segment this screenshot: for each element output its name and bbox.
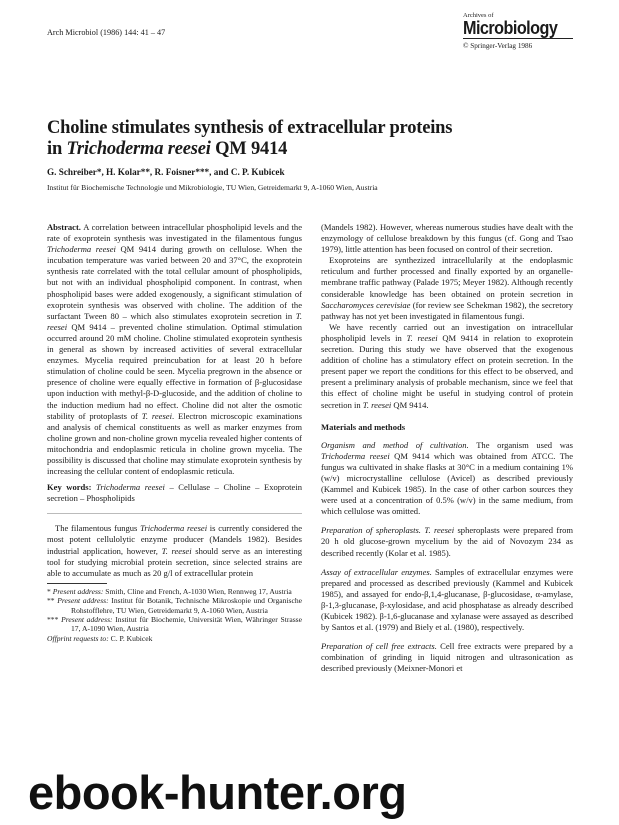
intro-text: should serve as an interesting tool for studying microbial protein secretion, since selected strains are able to accumulate as much as 20 g/l of extracellular protein (47, 545, 302, 578)
intro-paragraph (47, 523, 302, 578)
journal-logo (463, 12, 575, 50)
abstract-italic: T. reesei (141, 410, 172, 421)
left-column (47, 222, 302, 643)
footnotes (47, 587, 302, 643)
watermark-text: ebook-hunter.org (28, 766, 407, 819)
keywords-text: – Cellulase – Choline – Exoprotein secretion – Phospholipids (47, 482, 302, 504)
keywords-italic: Trichoderma reesei (91, 482, 165, 493)
methods-paragraph (321, 440, 573, 518)
abstract-paragraph (47, 222, 302, 477)
methods-text: QM 9414 which was obtained from ATCC. The fungus wa cultivated in shake flasks at 30°C in a medium containing 1% (w/v) microcrystalline cellulose (Avicel) as described previously (Kammel and Kubicek 1985). In the case of other carbon sources they were used at a concentration of 0.5% (w/v) in the same medium, from which cellulose was omitted. (321, 450, 574, 517)
intro-italic: Trichoderma reesei (140, 523, 208, 534)
footnote-3 (47, 615, 302, 634)
footnote-mark: *** (47, 615, 59, 625)
footnote-2 (47, 596, 302, 615)
methods-subheading: Assay of extracellular enzymes. (321, 566, 432, 577)
body-italic: T. reesei (362, 399, 392, 410)
abstract-italic: Trichoderma reesei (47, 244, 116, 255)
intro-text: The filamentous fungus (55, 523, 141, 534)
body-italic: T. reesei (406, 332, 438, 343)
footnote-rule (47, 583, 107, 584)
abstract-text: QM 9414 during growth on cellulose. When the incubation temperature was varied between 20 and 37°C, the exoprotein synthesis rate correlated with the total cellular amount of phospholipids, but not with an individual phospholipid component. In contrast, when phospholipid bases were added exogenously, a significant stimulation of exoprotein synthesis was observed with choline. The addition of the surfactant Tween 80 – which also stimulates exoprotein secretion in (47, 244, 302, 321)
paragraph-gap (321, 559, 573, 567)
abstract-text: . Electron microscopic examinations and analysis of chemical constituents as well as marker enzymes from choline grown and non-choline grown mycelia revealed higher contents of mitochondria and endoplasmic reticula in choline grown mycelia. The possibility is discussed that choline may stimulate exoprotein synthesis by increasing the cellular content of endoplasmic reticula. (47, 410, 302, 477)
offprint-name: C. P. Kubicek (108, 633, 153, 643)
logo-divider (463, 38, 573, 39)
footnote-1 (47, 587, 302, 596)
footnote-label: Present address: (61, 615, 113, 625)
abstract-text: A correlation between intracellular phospholipid levels and the rate of exoprotein synthesis was investigated in the filamentous fungus (47, 222, 302, 244)
paragraph-gap (321, 633, 573, 641)
body-text: We have recently carried out an investigation on intracellular phospholipid levels in (321, 321, 573, 343)
methods-subheading: Preparation of cell free extracts. (321, 641, 437, 652)
title-line-2 (47, 139, 567, 160)
footnote-label: Present address: (57, 596, 109, 606)
methods-italic: T. reesei (420, 525, 455, 536)
body-paragraph (321, 255, 573, 322)
intro-italic: T. reesei (161, 545, 192, 556)
methods-text: The organism used was (468, 439, 573, 450)
abstract-label: Abstract. (47, 222, 81, 232)
keywords-line (47, 482, 302, 504)
footnote-label: Present address: (52, 586, 104, 596)
offprint-requests (47, 634, 302, 643)
body-italic: Saccharomyces cerevisiae (321, 299, 411, 310)
title-organism: Trichoderma reesei (66, 139, 211, 159)
methods-text: Samples of extracellular enzymes were prepared and processed as described previously (Kammel and Kubicek 1985), and assayed for endo-β,1,4-glucanase, β-glucosidase, α-amylase, β-1,3-glucanase, β-xylosidase, and acid phosphatase as already described (Kubicek 1982). β-1,6-glucanase and xylanase were assayed as described by Santos et al. (1979) and Biely et al. (1980), respectively. (321, 566, 573, 633)
logo-subtitle: Archives of (463, 12, 494, 19)
footnote-text: Institut für Biochemie, Universität Wien, Währinger Strasse 17, A-1090 Wien, Austria (71, 615, 302, 634)
methods-heading: Materials and methods (321, 421, 406, 432)
section-divider (47, 513, 302, 514)
footnote-text: Smith, Cline and French, A-1030 Wien, Rennweg 17, Austria (103, 586, 292, 596)
logo-title: Microbiology (463, 18, 558, 38)
footnote-mark: * (47, 586, 51, 596)
body-text: Exoproteins are synthezized intracellularily at the endoplasmic reticulum and further processed and finally exported by an organelle-membrane traffic pathway (Palade 1975; Meyer 1982). Although recently considerable knowledge has been obtained on protein secretion in (321, 255, 573, 299)
footnote-text: Institut für Botanik, Technische Mikroskopie und Organische Rohstofflehre, TU Wien, Getreidemarkt 9, A-1060 Wien, Austria (71, 596, 303, 615)
author-affiliation: Institut für Biochemische Technologie und Mikrobiologie, TU Wien, Getreidemarkt 9, A-1060 Wien, Austria (47, 183, 378, 192)
title-prefix: in (47, 139, 67, 159)
abstract-italic: T. reesei (47, 310, 302, 332)
methods-text: Cell free extracts were prepared by a combination of grinding in liquid nitrogen and ultrasonication as described previously (Meixner-Monori et (321, 641, 573, 674)
title-strain: QM 9414 (210, 139, 288, 159)
intro-text: is currently considered the most potent cellulolytic enzyme producer (Mandels 1982). Besides industrial application, however, (47, 523, 302, 556)
offprint-label: Offprint requests to: (47, 633, 109, 643)
methods-paragraph (321, 567, 573, 634)
paragraph-gap (321, 517, 573, 525)
footnote-mark: ** (47, 596, 55, 606)
author-list: G. Schreiber*, H. Kolar**, R. Foisner***, and C. P. Kubicek (47, 167, 285, 177)
copyright-notice: © Springer-Verlag 1986 (463, 42, 533, 50)
journal-reference: Arch Microbiol (1986) 144: 41 – 47 (47, 28, 166, 37)
methods-text: spheroplasts were prepared from 20 h old glucose-grown mycelium by the aid of Novozym 234 as described recently (Kolar et al. 1985). (321, 525, 574, 558)
keywords-label: Key words: (47, 482, 92, 493)
methods-paragraph (321, 525, 573, 558)
article-title (47, 118, 567, 160)
body-text: QM 9414 in relation to exoprotein secretion. During this study we have observed that the exogenous addition of choline has a stimulatory effect on protein secretion. In the present paper we report the conditions for this effect to be observed, and present a preliminary analysis of probable mechanism, since we feel that this effect of choline might be useful in studying control of protein secretion in (321, 332, 574, 410)
methods-subheading: Organism and method of cultivation. (321, 439, 469, 450)
title-line-1: Choline stimulates synthesis of extracellular proteins (47, 118, 453, 138)
methods-paragraph (321, 641, 573, 674)
body-text: (for review see Schekman 1982), the secretory pathway has not yet been investigated in filamentous fungi. (321, 299, 573, 321)
methods-italic: Trichoderma reesei (321, 450, 390, 461)
body-paragraph (321, 322, 573, 411)
body-text: QM 9414. (391, 399, 429, 410)
methods-subheading: Preparation of spheroplasts. (321, 525, 421, 536)
abstract-text: QM 9414 – prevented choline stimulation. Optimal stimulation occurred around 20 mM choline. Choline stimulated exoprotein synthesis in general as shown by increased activities of several extracellular enzymes. Mycelia required preincubation for at least 20 h before stimulation of choline could be seen. Mycelia pregrown in the absence or presence of choline were equally effective in formation of β-glucosidase upon induction with methyl-β-D-glucoside, and the addition of choline to the induction medium had no effect. Choline did not alter the osmotic stability of protoplasts of (47, 321, 302, 421)
right-column (321, 222, 573, 674)
body-paragraph: (Mandels 1982). However, whereas numerous studies have dealt with the enzymology of cellulose breakdown by this fungus (cf. Gong and Tsao 1979), little attention has been focused on control of their secretion. (321, 222, 573, 255)
